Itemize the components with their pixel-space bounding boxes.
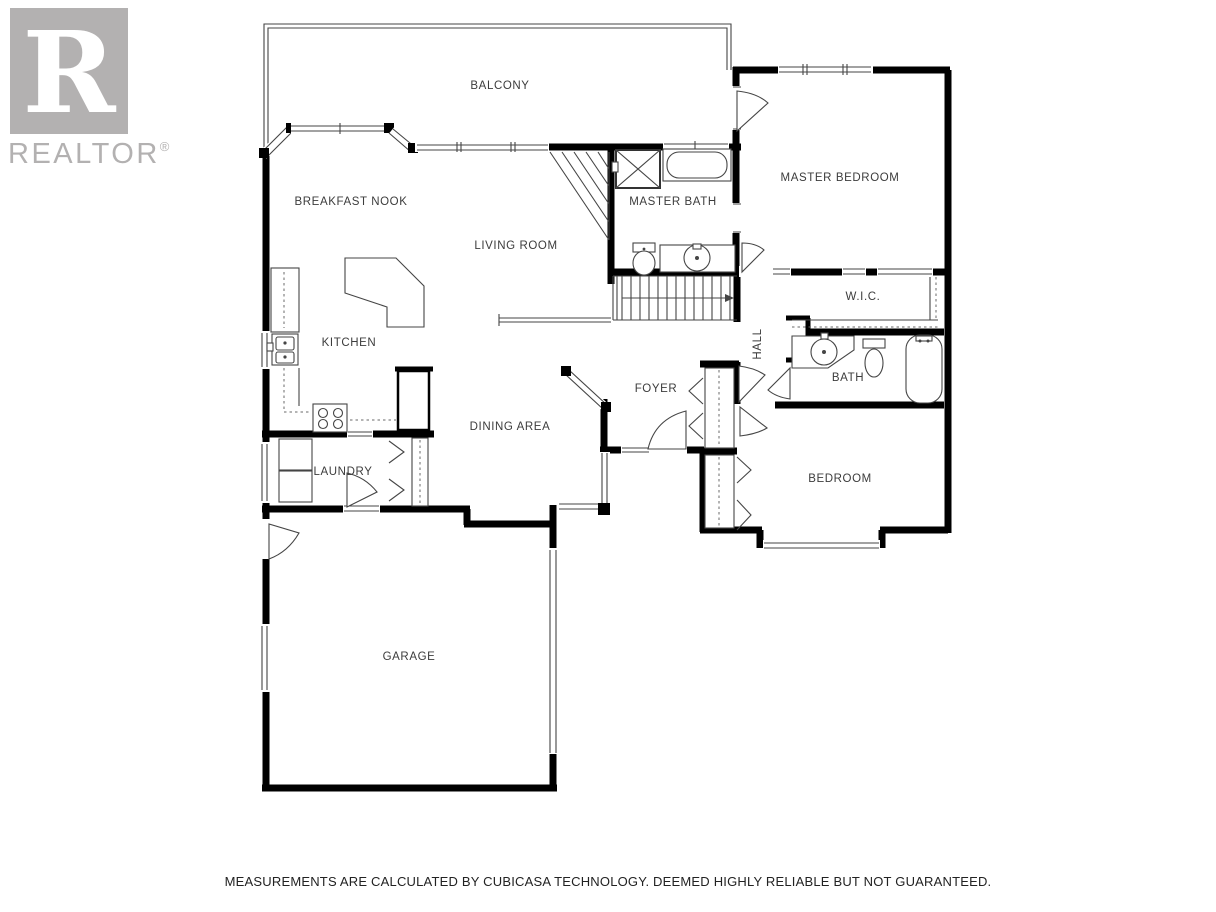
foyer-closet-bifold bbox=[689, 378, 703, 439]
room-label-garage: GARAGE bbox=[382, 651, 436, 663]
room-label-laundry: LAUNDRY bbox=[313, 466, 373, 478]
room-label-balcony: BALCONY bbox=[470, 80, 530, 92]
kitchen-counter bbox=[271, 268, 299, 332]
realtor-wordmark: REALTOR® bbox=[8, 138, 172, 170]
room-label-kitchen: KITCHEN bbox=[321, 337, 377, 349]
upper-stairs-hatch bbox=[550, 152, 609, 240]
room-label-dining-area: DINING AREA bbox=[469, 421, 551, 433]
bath-tub bbox=[906, 335, 942, 403]
room-label-foyer: FOYER bbox=[634, 383, 678, 395]
pantry bbox=[398, 371, 429, 430]
dryer bbox=[279, 471, 312, 502]
kitchen-island bbox=[345, 258, 424, 327]
kitchen-sink bbox=[267, 334, 298, 365]
master-bath-fixtures bbox=[612, 149, 735, 275]
room-label-hall: HALL bbox=[752, 328, 764, 360]
master-vanity bbox=[660, 244, 735, 272]
washer bbox=[279, 439, 312, 470]
room-label-master-bedroom: MASTER BEDROOM bbox=[780, 172, 900, 184]
room-label-bath: BATH bbox=[831, 372, 865, 384]
garage-entry-door bbox=[269, 524, 299, 559]
bath-toilet bbox=[863, 339, 885, 377]
laundry-bifold-doors bbox=[389, 441, 404, 501]
master-tub bbox=[663, 149, 731, 181]
entry-door bbox=[648, 411, 686, 449]
shower bbox=[612, 150, 660, 188]
balcony-door bbox=[737, 91, 768, 131]
master-toilet bbox=[633, 243, 655, 275]
room-label-breakfast-nook: BREAKFAST NOOK bbox=[294, 196, 408, 208]
room-label-bedroom: BEDROOM bbox=[808, 473, 872, 485]
bedroom-door bbox=[740, 407, 767, 436]
room-label-wic: W.I.C. bbox=[845, 291, 881, 303]
windows bbox=[258, 64, 933, 754]
bedroom-closet-bifold bbox=[737, 457, 751, 530]
room-label-living-room: LIVING ROOM bbox=[474, 240, 558, 252]
stove bbox=[313, 404, 347, 432]
dining-foyer-door bbox=[561, 366, 611, 412]
realtor-logo-letter: R bbox=[22, 8, 116, 139]
bath-door bbox=[768, 368, 790, 399]
measurement-disclaimer: MEASUREMENTS ARE CALCULATED BY CUBICASA TECHNOLOGY. DEEMED HIGHLY RELIABLE BUT NOT GUARANTEED. bbox=[224, 874, 992, 889]
hall-door bbox=[739, 366, 765, 402]
railing bbox=[499, 314, 611, 326]
realtor-logo bbox=[8, 8, 172, 170]
laundry-door bbox=[347, 473, 377, 507]
staircase bbox=[613, 276, 737, 320]
bath-fixtures bbox=[792, 333, 942, 403]
room-label-master-bath: MASTER BATH bbox=[629, 196, 717, 208]
